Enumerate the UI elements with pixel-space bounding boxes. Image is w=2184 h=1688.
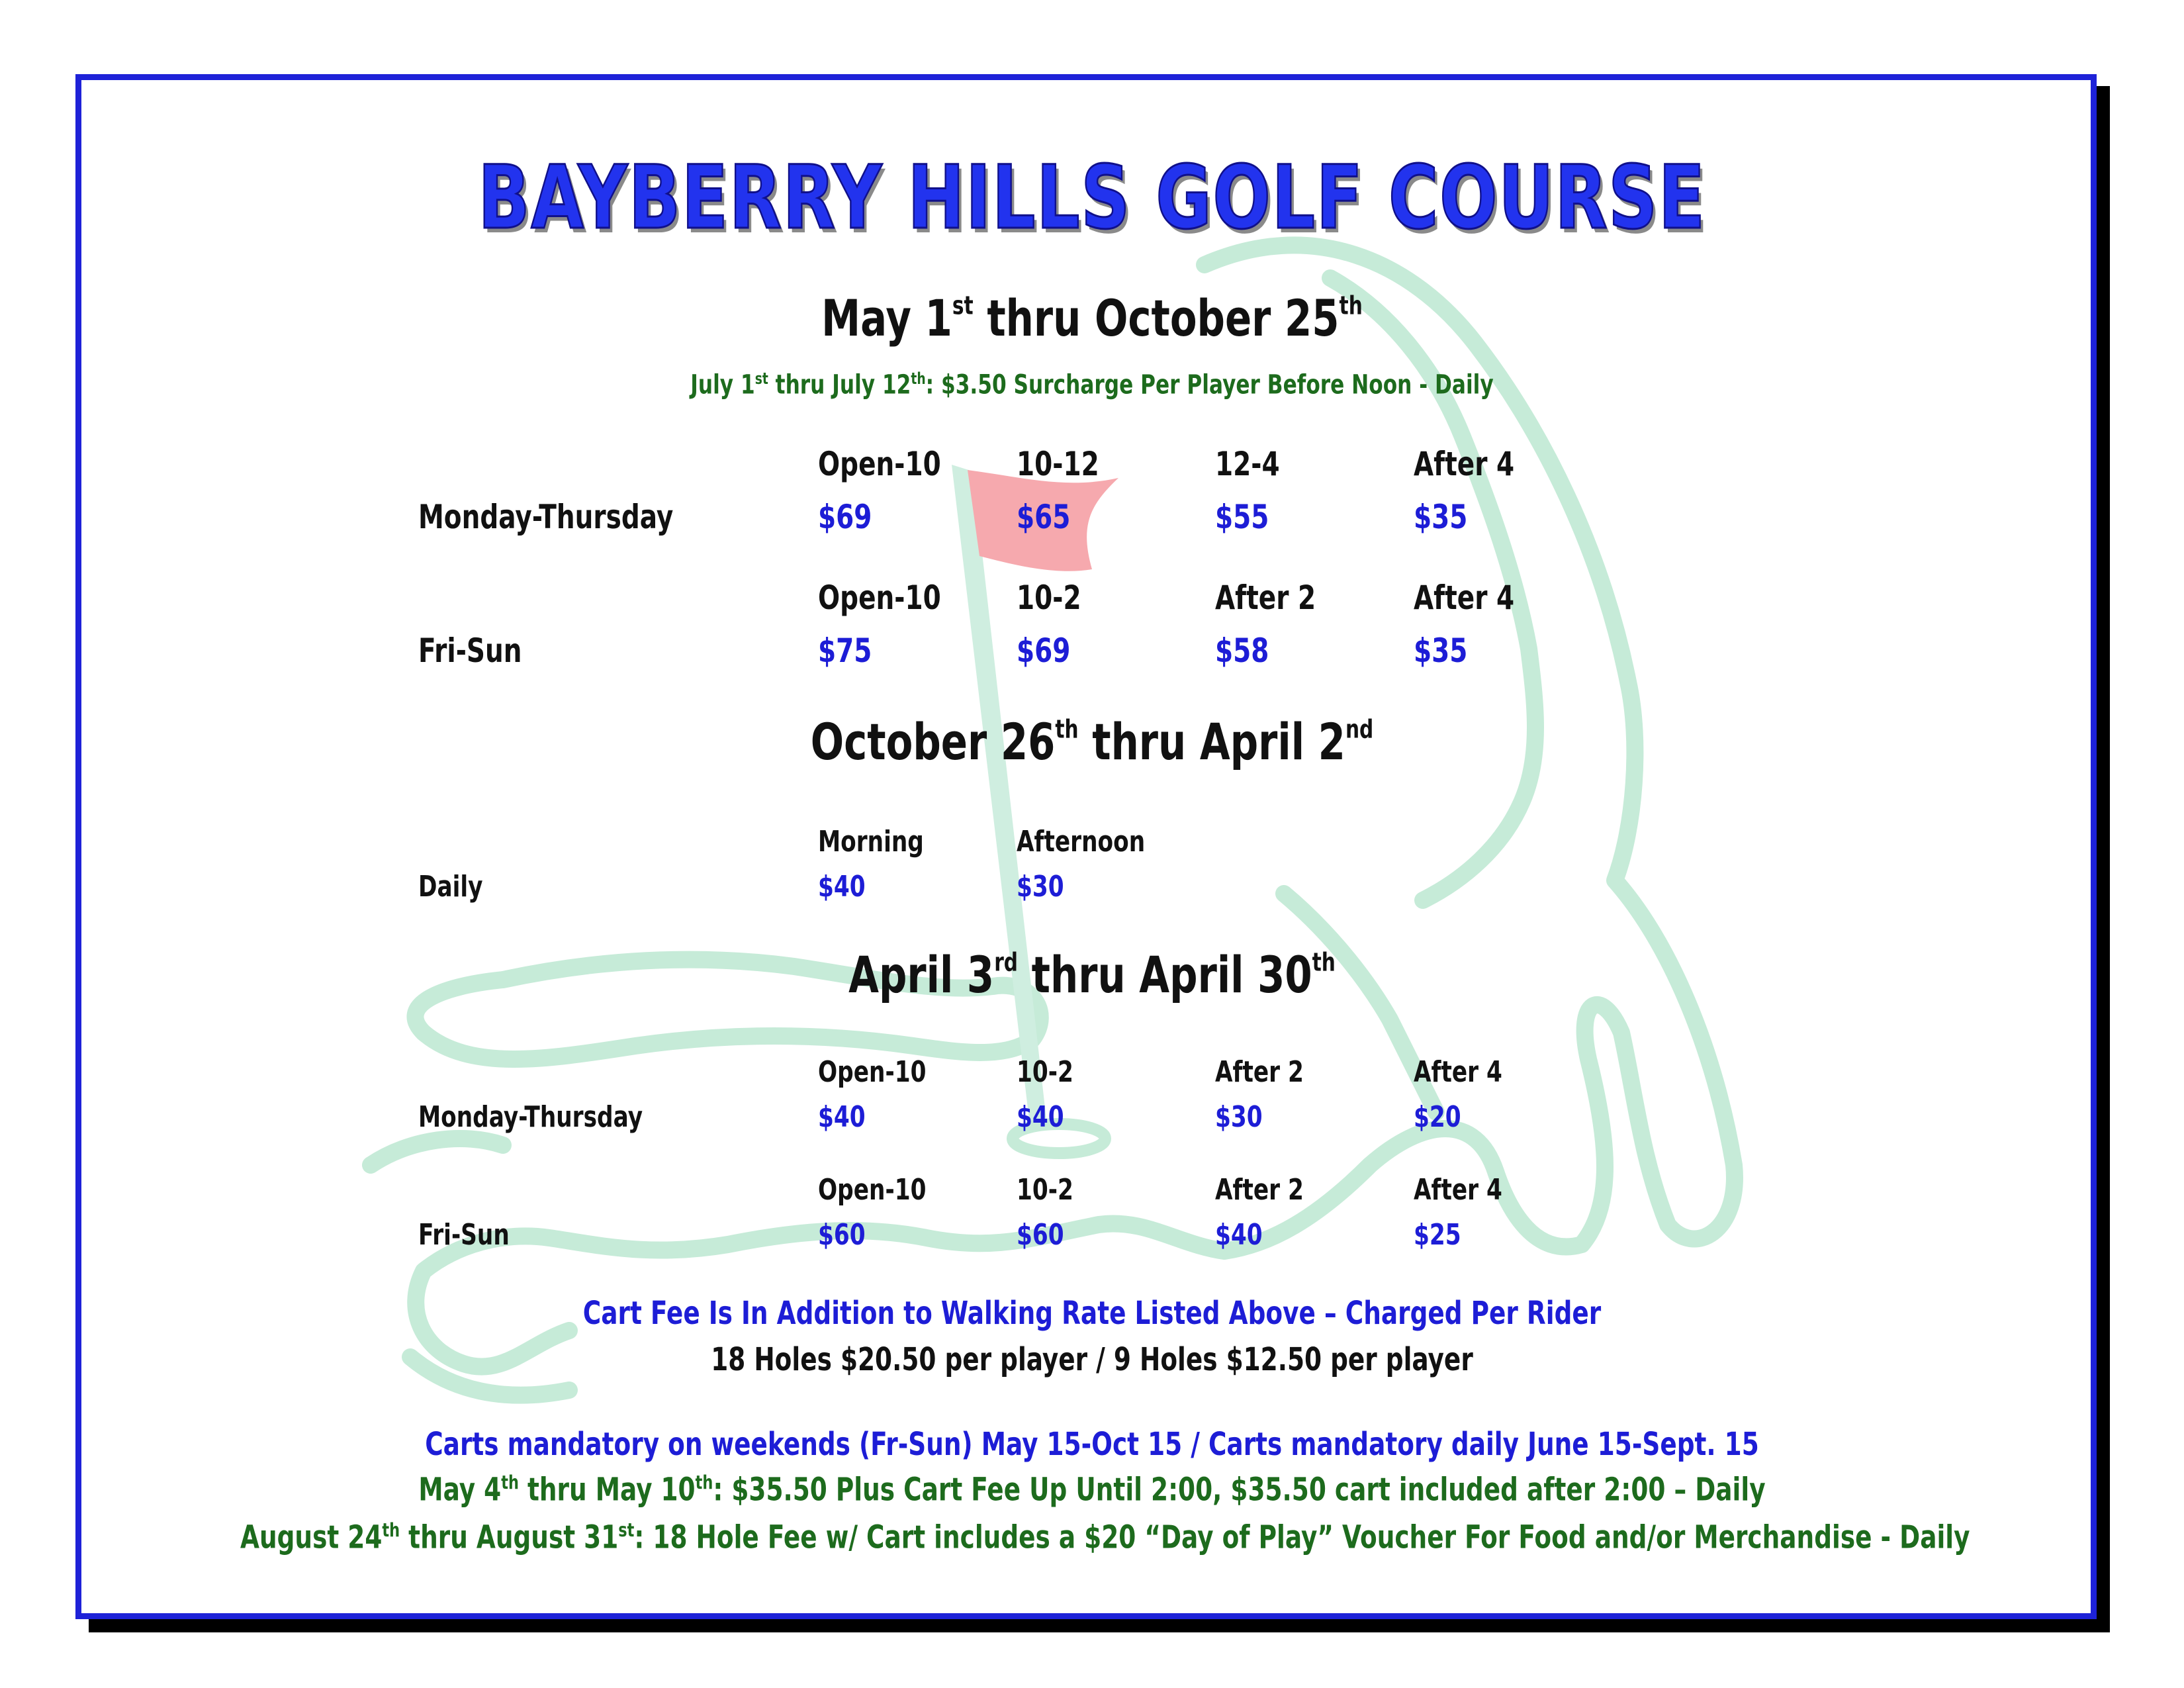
season-heading-april: April 3rd thru April 30th [848,945,1336,1004]
time-header: After 4 [1414,1173,1502,1207]
may-special-note: May 4th thru May 10th: $35.50 Plus Cart Fee Up Until 2:00, $35.50 cart included after 2:00 – Daily [418,1471,1766,1509]
rate-price: $60 [1017,1218,1064,1252]
season-heading-may-oct: May 1st thru October 25th [821,289,1363,348]
time-header: After 4 [1414,445,1515,483]
time-header: After 2 [1215,579,1316,617]
day-label: Monday-Thursday [418,498,674,536]
rate-price: $60 [818,1218,866,1252]
time-header: Open-10 [818,579,941,617]
page-title: BAYBERRY HILLS GOLF COURSE [478,147,1706,249]
time-header: After 4 [1414,579,1515,617]
time-header: 12-4 [1215,445,1280,483]
time-header: 10-2 [1017,579,1081,617]
rate-price: $75 [818,632,872,670]
day-label: Fri-Sun [418,632,522,670]
rate-price: $58 [1215,632,1269,670]
rate-price: $40 [818,870,866,904]
time-header: Open-10 [818,445,941,483]
rate-price: $30 [1215,1100,1263,1134]
rate-price: $69 [1017,632,1071,670]
time-header: 10-12 [1017,445,1099,483]
day-label: Monday-Thursday [418,1100,643,1134]
time-header: 10-2 [1017,1173,1073,1207]
time-header: Open-10 [818,1173,927,1207]
day-label: Daily [418,870,483,904]
rate-price: $55 [1215,498,1269,536]
cart-fee-note: Cart Fee Is In Addition to Walking Rate Listed Above – Charged Per Rider [582,1295,1602,1332]
rate-price: $40 [1017,1100,1064,1134]
august-special-note: August 24th thru August 31st: 18 Hole Fee w/ Cart includes a $20 “Day of Play” Voucher For Food and/or Merchandise - Daily [240,1519,1970,1556]
time-header: Afternoon [1017,825,1146,859]
july-surcharge-note: July 1st thru July 12th: $3.50 Surcharge Per Player Before Noon - Daily [690,369,1494,400]
season-heading-oct-apr: October 26th thru April 2nd [810,712,1374,771]
rate-price: $40 [818,1100,866,1134]
carts-mandatory-note: Carts mandatory on weekends (Fr-Sun) May 15-Oct 15 / Carts mandatory daily June 15-Sept. 15 [425,1426,1759,1463]
rate-price: $65 [1017,498,1071,536]
rate-price: $25 [1414,1218,1461,1252]
time-header: After 2 [1215,1055,1304,1089]
time-header: Open-10 [818,1055,927,1089]
time-header: 10-2 [1017,1055,1073,1089]
cart-fee-prices: 18 Holes $20.50 per player / 9 Holes $12.50 per player [711,1341,1473,1378]
time-header: Morning [818,825,924,859]
rate-price: $30 [1017,870,1064,904]
rate-price: $20 [1414,1100,1461,1134]
time-header: After 4 [1414,1055,1502,1089]
rate-price: $35 [1414,498,1468,536]
rate-price: $69 [818,498,872,536]
rate-price: $35 [1414,632,1468,670]
rate-price: $40 [1215,1218,1263,1252]
time-header: After 2 [1215,1173,1304,1207]
day-label: Fri-Sun [418,1218,510,1252]
